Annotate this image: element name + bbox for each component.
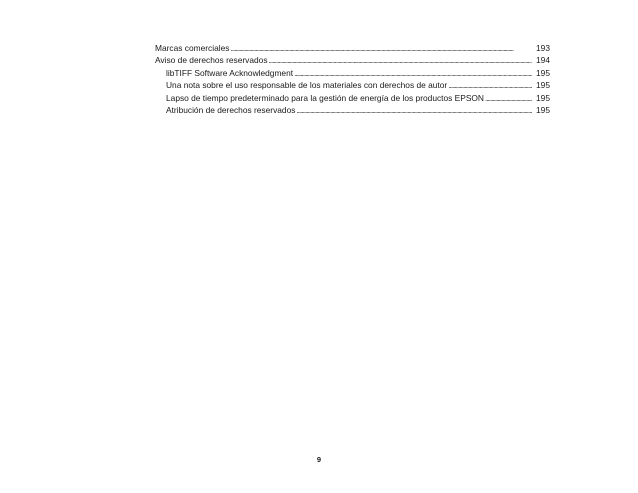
toc-entry-libtiff[interactable] bbox=[155, 67, 550, 79]
toc-entry-marcas-comerciales[interactable] bbox=[155, 42, 550, 54]
table-of-contents bbox=[155, 42, 550, 116]
toc-dot-leader bbox=[294, 67, 532, 80]
toc-dot-leader bbox=[448, 79, 532, 92]
toc-entry-page: 195 bbox=[536, 80, 550, 91]
toc-entry-title: libTIFF Software Acknowledgment bbox=[166, 67, 294, 78]
toc-entry-title: Marcas comerciales bbox=[155, 43, 230, 53]
toc-entry-title: Atribución de derechos reservados bbox=[166, 104, 296, 115]
toc-entry-title: Aviso de derechos reservados bbox=[155, 55, 268, 66]
toc-entry-page: 194 bbox=[536, 55, 550, 66]
toc-entry-page: 195 bbox=[536, 67, 550, 78]
page-number: 9 bbox=[316, 455, 322, 464]
toc-entry-title: Una nota sobre el uso responsable de los materiales con derechos de autor bbox=[166, 80, 448, 91]
toc-entry-aviso-derechos[interactable] bbox=[155, 54, 550, 66]
toc-entry-page: 195 bbox=[536, 92, 550, 103]
toc-entry-page: 195 bbox=[536, 104, 550, 115]
toc-entry-nota-uso-responsable[interactable] bbox=[155, 79, 550, 91]
toc-dot-leader bbox=[296, 104, 532, 117]
toc-entry-page: 193 bbox=[536, 43, 550, 53]
toc-entry-atribucion-derechos[interactable] bbox=[155, 104, 550, 116]
toc-dot-leader bbox=[269, 54, 533, 67]
toc-entry-lapso-tiempo[interactable] bbox=[155, 92, 550, 104]
toc-dot-leader bbox=[485, 92, 532, 105]
toc-dot-leader bbox=[230, 42, 532, 55]
toc-entry-title: Lapso de tiempo predeterminado para la gestión de energía de los productos EPSON bbox=[166, 92, 484, 103]
